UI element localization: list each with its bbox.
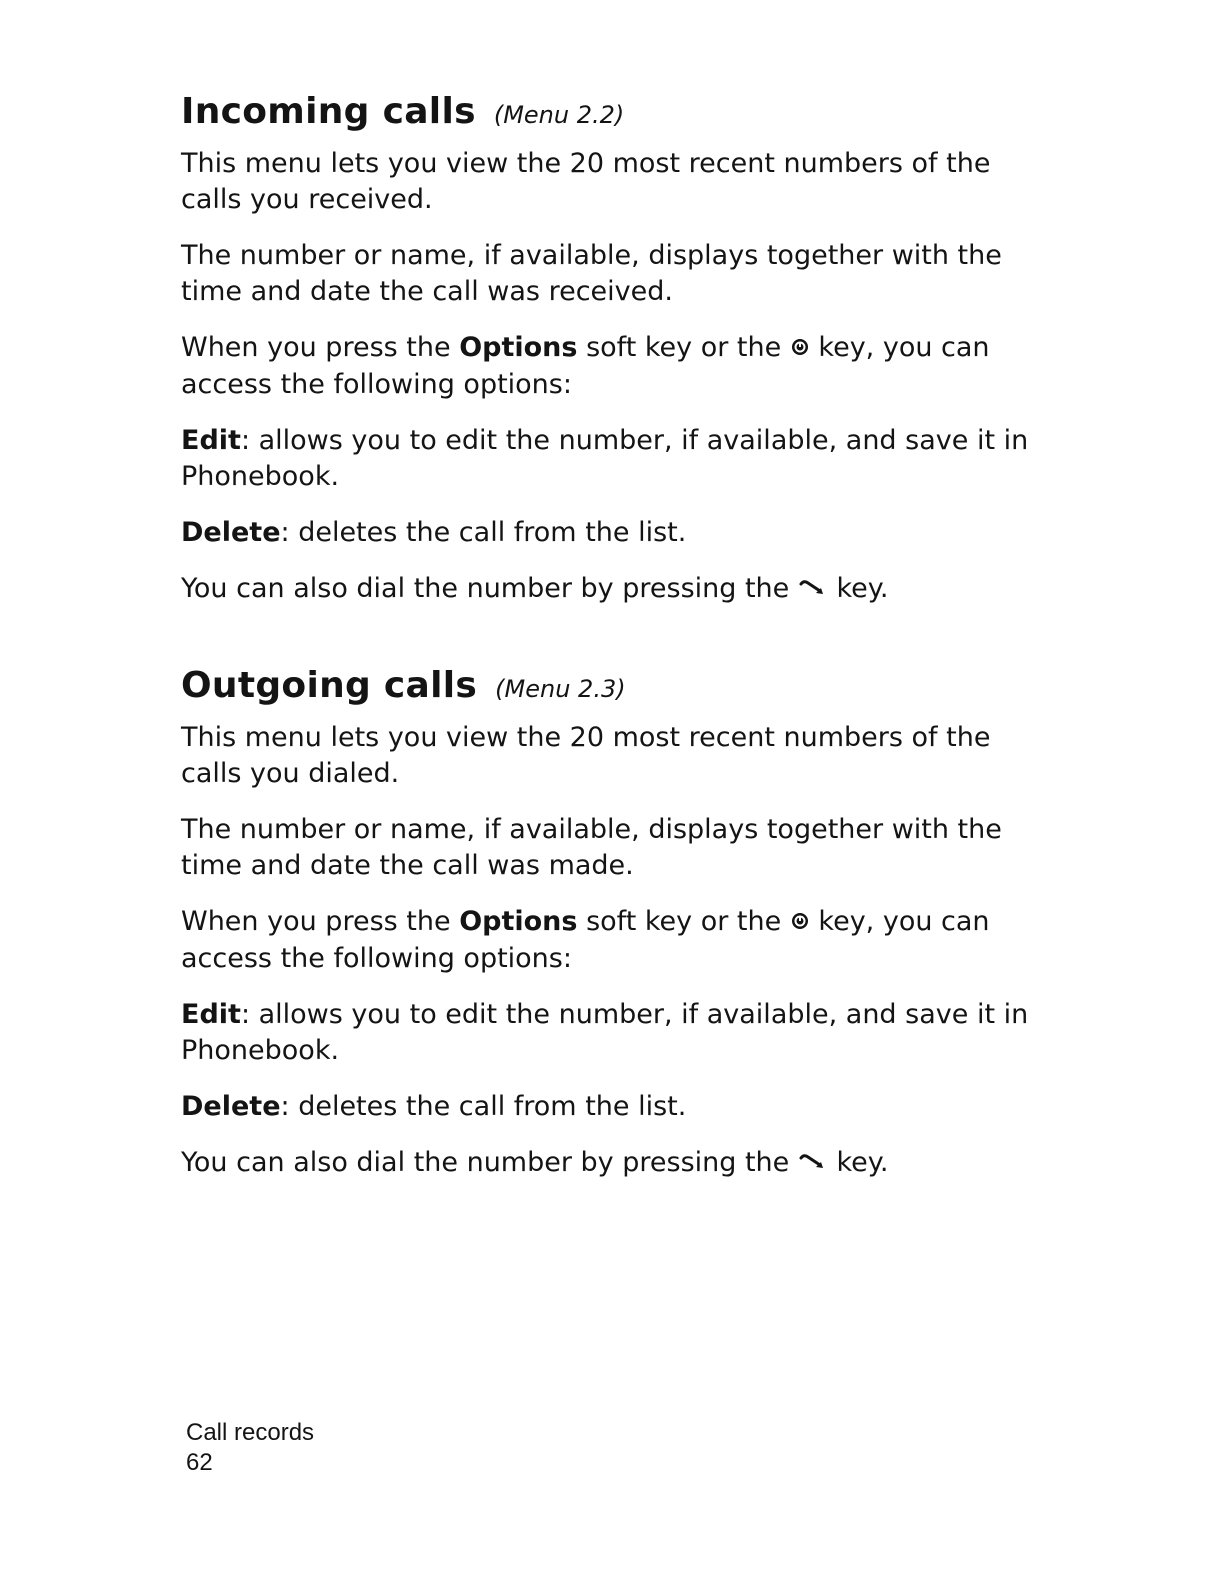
intro-paragraph: This menu lets you view the 20 most recent numbers of the calls you received. [181, 148, 991, 215]
options-paragraph [181, 330, 1041, 403]
page-footer [186, 1418, 314, 1478]
delete-description: : deletes the call from the list. [280, 1090, 687, 1122]
page-number: 62 [186, 1449, 213, 1476]
options-middle: soft key or the [586, 906, 782, 937]
edit-description: : allows you to edit the number, if available, and save it in Phonebook. [181, 424, 1029, 492]
section-title: Incoming calls [181, 91, 476, 132]
options-suffix: key, you can access the following options: [181, 906, 990, 974]
options-keyword: Options [459, 906, 578, 937]
dial-paragraph [181, 1145, 1041, 1182]
options-suffix: key, you can access the following options: [181, 332, 990, 400]
section-incoming-calls [181, 88, 1041, 627]
section-heading [181, 662, 1041, 710]
menu-reference: (Menu 2.2) [493, 101, 625, 129]
menu-reference: (Menu 2.3) [495, 675, 626, 703]
delete-description: : deletes the call from the list. [280, 516, 687, 548]
options-prefix: When you press the [181, 906, 451, 937]
dial-prefix: You can also dial the number by pressing the [181, 1146, 790, 1178]
options-paragraph [181, 904, 1041, 977]
chapter-name: Call records [186, 1419, 315, 1446]
options-prefix: When you press the [181, 332, 451, 363]
dial-suffix: key. [836, 1146, 889, 1178]
edit-option [181, 423, 1041, 495]
options-keyword: Options [459, 332, 578, 363]
dial-suffix: key. [836, 572, 889, 604]
edit-term: Edit [181, 998, 241, 1030]
section-title: Outgoing calls [181, 665, 478, 706]
delete-option [181, 515, 1041, 551]
select-key-icon [790, 331, 810, 367]
dial-paragraph [181, 571, 1041, 608]
delete-option [181, 1089, 1041, 1125]
details-paragraph: The number or name, if available, displays together with the time and date the call was made. [181, 814, 1002, 881]
dial-prefix: You can also dial the number by pressing the [181, 572, 790, 604]
intro-paragraph: This menu lets you view the 20 most recent numbers of the calls you dialed. [181, 722, 991, 789]
section-outgoing-calls [181, 662, 1041, 1201]
delete-term: Delete [181, 1090, 281, 1122]
send-key-icon [798, 571, 828, 607]
select-key-icon [790, 905, 810, 941]
edit-term: Edit [181, 424, 241, 456]
send-key-icon [798, 1145, 828, 1181]
edit-option [181, 997, 1041, 1069]
options-middle: soft key or the [586, 332, 782, 363]
edit-description: : allows you to edit the number, if available, and save it in Phonebook. [181, 998, 1029, 1066]
section-heading [181, 88, 1041, 136]
details-paragraph: The number or name, if available, displays together with the time and date the call was received. [181, 240, 1002, 307]
delete-term: Delete [181, 516, 281, 548]
